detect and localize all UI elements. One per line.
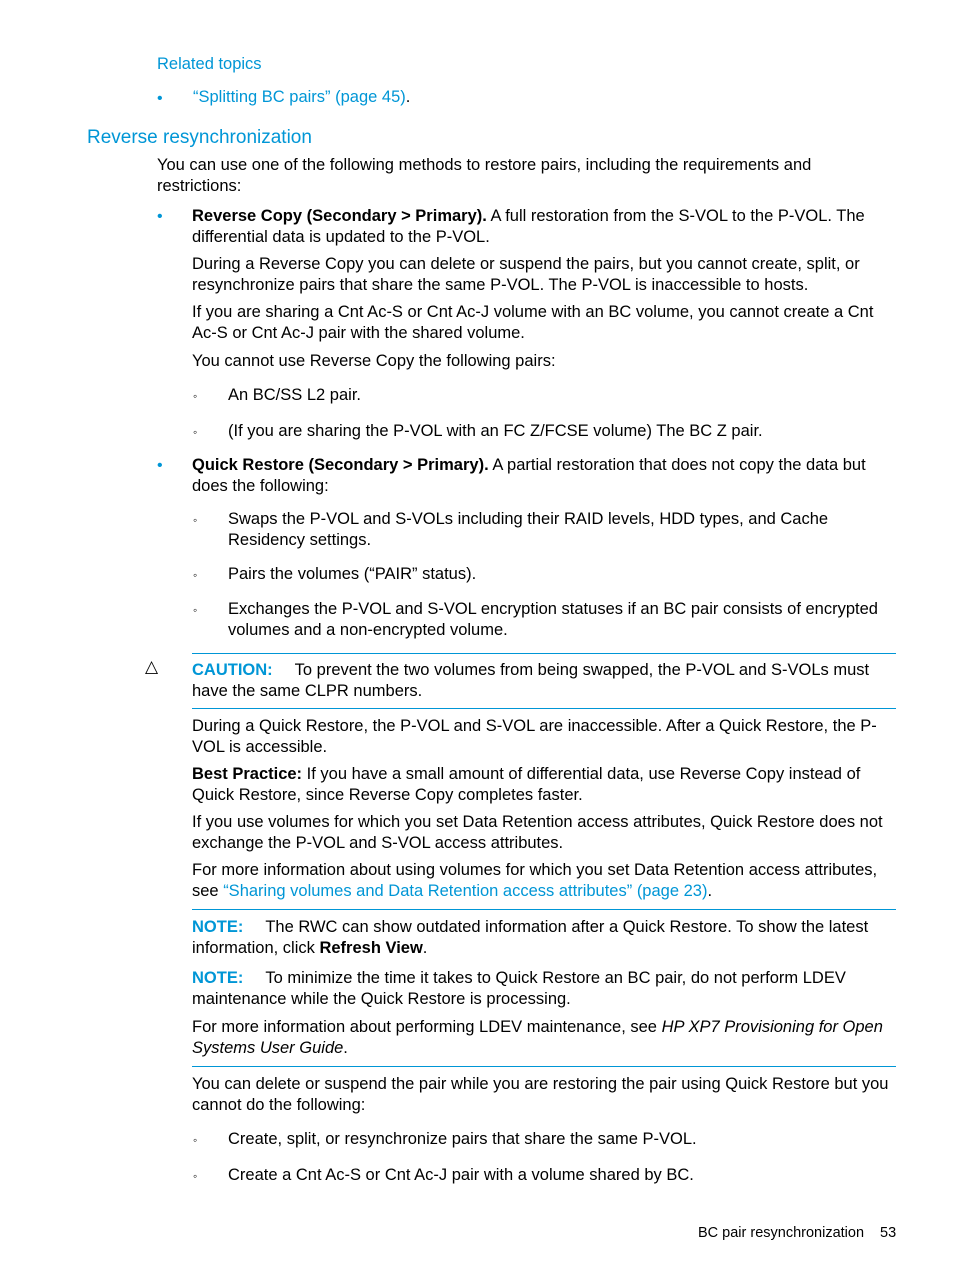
best-practice-label: Best Practice: <box>192 765 303 783</box>
sub-bullet-icon: ◦ <box>193 568 198 582</box>
reverse-copy-p1: During a Reverse Copy you can delete or suspend the pairs, but you cannot create, split, or resynchronize pairs that share the same P-VOL. The P-VOL is inaccessible to hosts. <box>192 255 860 294</box>
best-practice: Best Practice: If you have a small amount of differential data, use Reverse Copy instead of Quick Restore, since Reverse Copy completes faster. <box>192 765 861 804</box>
bullet-icon: • <box>157 90 163 107</box>
reverse-copy-p2: If you are sharing a Cnt Ac-S or Cnt Ac-J volume with an BC volume, you cannot create a Cnt Ac-S or Cnt Ac-J pair with the shared volume. <box>192 303 874 342</box>
reverse-copy-item: Reverse Copy (Secondary > Primary). A full restoration from the S-VOL to the P-VOL. The differential data is updated to the P-VOL. <box>192 207 865 246</box>
sharing-volumes-link[interactable]: “Sharing volumes and Data Retention access attributes” (page 23) <box>223 882 708 900</box>
note-2: NOTE: To minimize the time it takes to Quick Restore an BC pair, do not perform LDEV maintenance while the Quick Restore is processing. <box>192 969 846 1008</box>
sub-bullet-icon: ◦ <box>193 603 198 617</box>
sub-bullet-icon: ◦ <box>193 513 198 527</box>
note-label: NOTE: <box>192 918 244 936</box>
related-topics-heading: Related topics <box>157 55 262 73</box>
page-number: 53 <box>880 1225 897 1241</box>
note-2-more: For more information about performing LDEV maintenance, see HP XP7 Provisioning for Open Systems User Guide. <box>192 1018 883 1057</box>
reverse-copy-p3: You cannot use Reverse Copy the following pairs: <box>192 352 556 370</box>
quick-restore-action-3: Exchanges the P-VOL and S-VOL encryption statuses if an BC pair consists of encrypted volumes and a non-encrypted volume. <box>228 600 878 639</box>
closing-restriction-2: Create a Cnt Ac-S or Cnt Ac-J pair with a volume shared by BC. <box>228 1166 694 1184</box>
note-label: NOTE: <box>192 969 244 987</box>
footer-title: BC pair resynchronization <box>698 1225 865 1241</box>
caution-icon: △ <box>145 657 159 676</box>
quick-restore-term: Quick Restore (Secondary > Primary). <box>192 456 489 474</box>
reverse-copy-restriction-1: An BC/SS L2 pair. <box>228 386 361 404</box>
sub-bullet-icon: ◦ <box>193 425 198 439</box>
bullet-icon: • <box>157 457 163 474</box>
closing-restriction-1: Create, split, or resynchronize pairs that share the same P-VOL. <box>228 1130 697 1148</box>
refresh-view-term: Refresh View <box>319 939 423 957</box>
caution-top-rule <box>192 653 896 654</box>
closing-p: You can delete or suspend the pair while you are restoring the pair using Quick Restore but you cannot do the following: <box>192 1075 889 1114</box>
caution-label: CAUTION: <box>192 661 273 679</box>
splitting-bc-pairs-link[interactable]: “Splitting BC pairs” (page 45) <box>193 88 406 106</box>
related-topic-item: “Splitting BC pairs” (page 45). <box>193 88 411 106</box>
reverse-copy-restriction-2: (If you are sharing the P-VOL with an FC Z/FCSE volume) The BC Z pair. <box>228 422 763 440</box>
quick-restore-access: During a Quick Restore, the P-VOL and S-VOL are inaccessible. After a Quick Restore, the P-VOL is accessible. <box>192 717 877 756</box>
reverse-copy-term: Reverse Copy (Secondary > Primary). <box>192 207 487 225</box>
section-intro: You can use one of the following methods to restore pairs, including the requirements and restrictions: <box>157 156 812 195</box>
notes-bottom-rule <box>192 1066 896 1067</box>
sub-bullet-icon: ◦ <box>193 1169 198 1183</box>
bullet-icon: • <box>157 208 163 225</box>
quick-restore-action-2: Pairs the volumes (“PAIR” status). <box>228 565 477 583</box>
quick-restore-item: Quick Restore (Secondary > Primary). A partial restoration that does not copy the data but does the following: <box>192 456 866 495</box>
caution-bottom-rule <box>192 708 896 709</box>
guide-title: HP XP7 Provisioning for Open Systems User Guide <box>192 1018 883 1057</box>
data-retention-p: If you use volumes for which you set Data Retention access attributes, Quick Restore does not exchange the P-VOL and S-VOL access attributes. <box>192 813 883 852</box>
caution-text: CAUTION: To prevent the two volumes from being swapped, the P-VOL and S-VOLs must have the same CLPR numbers. <box>192 661 870 700</box>
quick-restore-action-1: Swaps the P-VOL and S-VOLs including their RAID levels, HDD types, and Cache Residency settings. <box>228 510 829 549</box>
data-retention-more: For more information about using volumes for which you set Data Retention access attributes, see “Sharing volumes and Data Retention access attributes” (page 23). <box>192 861 878 900</box>
sub-bullet-icon: ◦ <box>193 389 198 403</box>
notes-top-rule <box>192 909 896 910</box>
section-title: Reverse resynchronization <box>87 127 312 148</box>
sub-bullet-icon: ◦ <box>193 1133 198 1147</box>
note-1: NOTE: The RWC can show outdated information after a Quick Restore. To show the latest information, click Refresh View. <box>192 918 869 957</box>
